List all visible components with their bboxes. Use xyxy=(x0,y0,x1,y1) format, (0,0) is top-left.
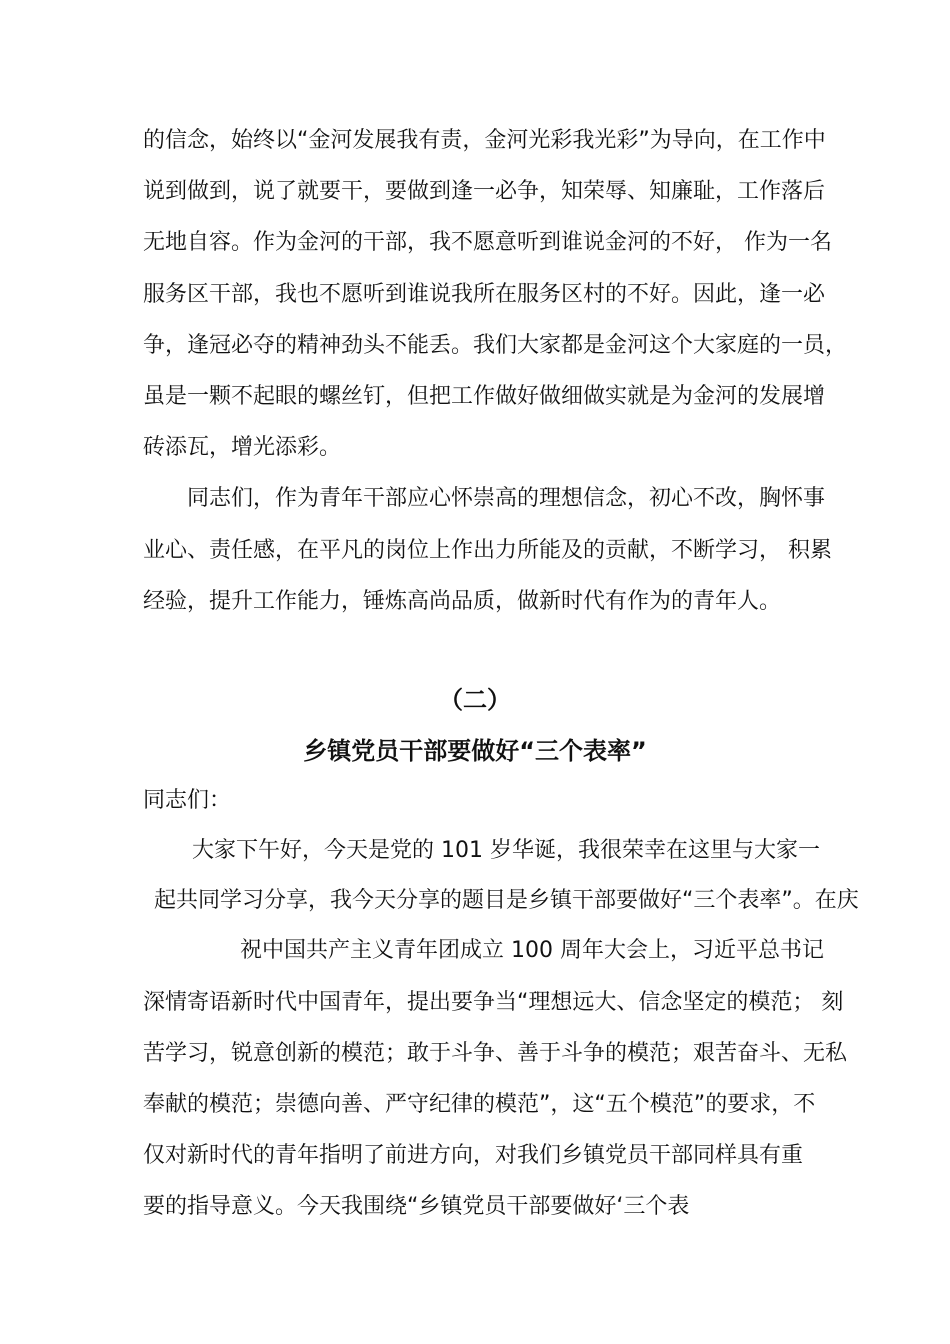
salutation: 同志们： xyxy=(143,788,232,813)
paragraph-line: 奉献的模范；崇德向善、严守纪律的模范”，这“五个模范”的要求，不 xyxy=(143,1092,816,1117)
paragraph-line: 说到做到，说了就要干，要做到逢一必争，知荣辱、知廉耻，工作落后 xyxy=(143,179,826,204)
paragraph-line: 无地自容。作为金河的干部，我不愿意听到谁说金河的不好， 作为一名 xyxy=(143,230,832,255)
paragraph-line: 祝中国共产主义青年团成立 100 周年大会上，习近平总书记 xyxy=(240,938,824,963)
paragraph-line: 苦学习，锐意创新的模范；敢于斗争、善于斗争的模范；艰苦奋斗、无私 xyxy=(143,1041,848,1066)
paragraph-line: 虽是一颗不起眼的螺丝钉，但把工作做好做细做实就是为金河的发展增 xyxy=(143,384,826,409)
paragraph-line: 经验，提升工作能力，锤炼高尚品质，做新时代有作为的青年人。 xyxy=(143,589,782,614)
section-title: 乡镇党员干部要做好“三个表率” xyxy=(303,737,647,765)
section-number: （二） xyxy=(439,686,511,714)
paragraph-line: 砖添瓦，增光添彩。 xyxy=(143,435,342,460)
paragraph-line: 的信念，始终以“金河发展我有责，金河光彩我光彩”为导向，在工作中 xyxy=(143,128,826,153)
paragraph-line: 服务区干部，我也不愿听到谁说我所在服务区村的不好。因此，逢一必 xyxy=(143,282,826,307)
paragraph-line: 仅对新时代的青年指明了前进方向，对我们乡镇党员干部同样具有重 xyxy=(143,1143,804,1168)
paragraph-line: 争，逢冠必夺的精神劲头不能丢。我们大家都是金河这个大家庭的一员， xyxy=(143,333,848,358)
paragraph-line: 要的指导意义。今天我围绕“乡镇党员干部要做好‘三个表 xyxy=(143,1194,690,1219)
paragraph-line: 同志们，作为青年干部应心怀崇高的理想信念，初心不改，胸怀事 xyxy=(187,486,826,511)
paragraph-line: 起共同学习分享，我今天分享的题目是乡镇干部要做好“三个表率”。在庆 xyxy=(154,888,859,913)
paragraph-line: 业心、责任感，在平凡的岗位上作出力所能及的贡献，不断学习， 积累 xyxy=(143,538,832,563)
paragraph-line: 大家下午好，今天是党的 101 岁华诞，我很荣幸在这里与大家一 xyxy=(192,838,820,863)
paragraph-line: 深情寄语新时代中国青年，提出要争当“理想远大、信念坚定的模范； 刻 xyxy=(143,990,844,1015)
